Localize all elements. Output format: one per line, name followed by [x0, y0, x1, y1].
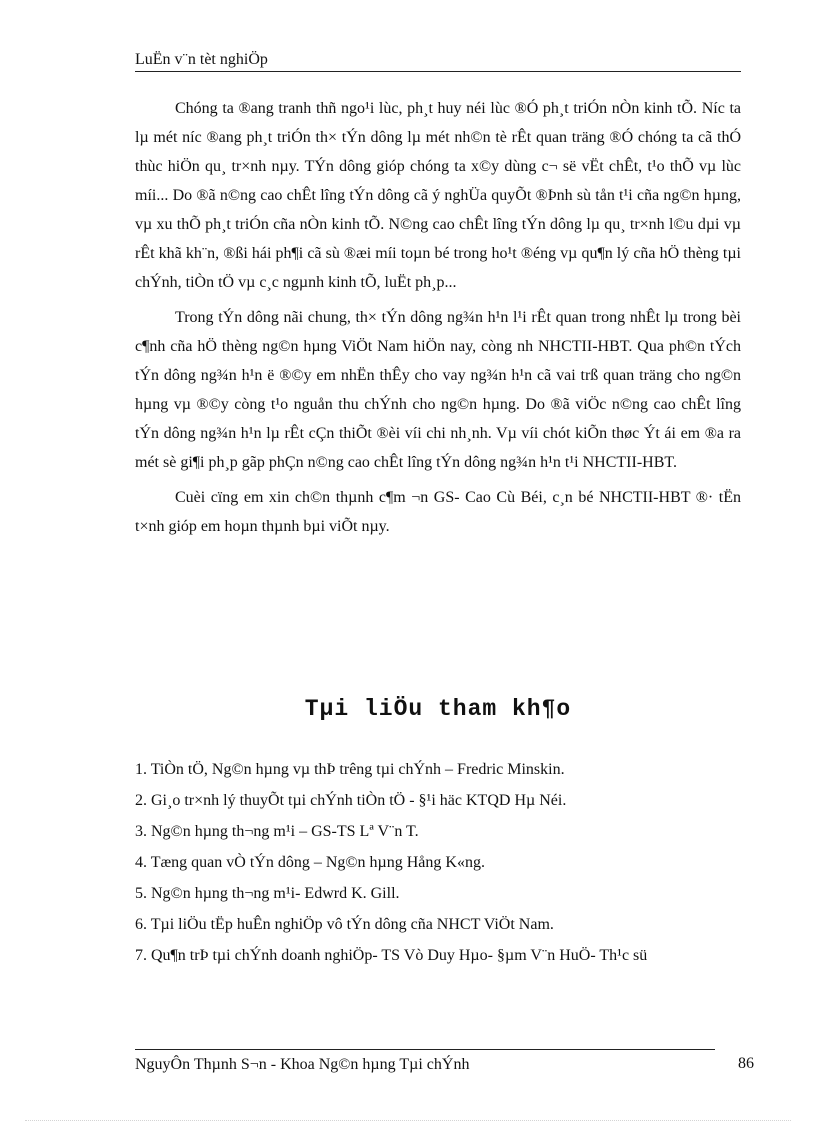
- running-header: LuËn v¨n tèt nghiÖp: [135, 51, 268, 68]
- running-footer: NguyÔn Thµnh S¬n - Khoa Ng©n hµng Tµi chÝnh: [135, 1056, 470, 1073]
- references-title: Tµi liÖu tham kh¶o: [304, 696, 572, 722]
- reference-item: 7. Qu¶n trÞ tµi chÝnh doanh nghiÖp- TS Vò Duy Hµo- §µm V¨n HuÖ- Th¹c sü: [135, 947, 648, 964]
- reference-item: 4. Tæng quan vÒ tÝn dông – Ng©n hµng Hång K«ng.: [135, 854, 485, 871]
- references-list: [135, 754, 741, 971]
- paragraph-3: Cuèi cïng em xin ch©n thµnh c¶m ¬n GS- Cao Cù Béi, c¸n bé NHCTII-HBT ®· tËn t×nh gióp em hoµn thµnh bµi viÕt nµy.: [135, 489, 741, 535]
- reference-item: 1. TiÒn tÖ, Ng©n hµng vµ thÞ trêng tµi chÝnh – Fredric Minskin.: [135, 761, 565, 778]
- reference-item: 2. Gi¸o tr×nh lý thuyÕt tµi chÝnh tiÒn tÖ - §¹i häc KTQD Hµ Néi.: [135, 792, 567, 809]
- paragraph-2: Trong tÝn dông nãi chung, th× tÝn dông ng¾n h¹n l¹i rÊt quan trong nhÊt lµ trong bèi c¶nh cña hÖ thèng ng©n hµng ViÖt Nam hiÖn nay, còng nh NHCTII-HBT. Qua ph©n tÝch tÝn dông ng¾n h¹n ë ®©y em nhËn thÊy cho vay ng¾n h¹n cã vai trß quan träng cho ng©n hµng vµ ®©y còng t¹o nguån thu chÝnh cho ng©n hµng. Do ®ã viÖc n©ng cao chÊt lîng tÝn dông ng¾n h¹n lµ rÊt cÇn thiÕt ®èi víi chi nh¸nh. Vµ víi chót kiÕn thøc Ýt ái em ®a ra mét sè gi¶i ph¸p gãp phÇn n©ng cao chÊt lîng tÝn dông ng¾n h¹n t¹i NHCTII-HBT.: [135, 309, 741, 471]
- reference-item: 3. Ng©n hµng th¬ng m¹i – GS-TS Lª V¨n T.: [135, 823, 419, 840]
- footer-divider: [135, 1049, 715, 1050]
- paragraph-1: Chóng ta ®ang tranh thñ ngo¹i lùc, ph¸t huy néi lùc ®Ó ph¸t triÓn nÒn kinh tÕ. Níc ta lµ mét níc ®ang ph¸t triÓn th× tÝn dông lµ mét nh©n tè rÊt quan träng ®Ó chóng ta cã thÓ thùc hiÖn qu¸ tr×nh nµy. TÝn dông gióp chóng ta x©y dùng c¬ së vËt chÊt, t¹o thÕ vµ lùc míi... Do ®ã n©ng cao chÊt lîng tÝn dông cã ý nghÜa quyÕt ®Þnh sù tån t¹i cña ng©n hµng, vµ xu thÕ ph¸t triÓn cña nÒn kinh tÕ. N©ng cao chÊt lîng tÝn dông lµ qu¸ tr×nh l©u dµi vµ rÊt khã kh¨n, ®ßi hái ph¶i cã sù ®æi míi toµn bé trong ho¹t ®éng vµ qu¶n lý cña hÖ thèng tµi chÝnh, tiÒn tÖ vµ c¸c ngµnh kinh tÕ, luËt ph¸p...: [135, 100, 741, 291]
- page-number: 86: [738, 1055, 754, 1072]
- reference-item: 5. Ng©n hµng th¬ng m¹i- Edwrd K. Gill.: [135, 885, 400, 902]
- header-divider: [135, 71, 741, 72]
- page-bottom-edge: [25, 1120, 791, 1121]
- reference-item: 6. Tµi liÖu tËp huÊn nghiÖp vô tÝn dông cña NHCT ViÖt Nam.: [135, 916, 554, 933]
- body-text: [135, 94, 741, 547]
